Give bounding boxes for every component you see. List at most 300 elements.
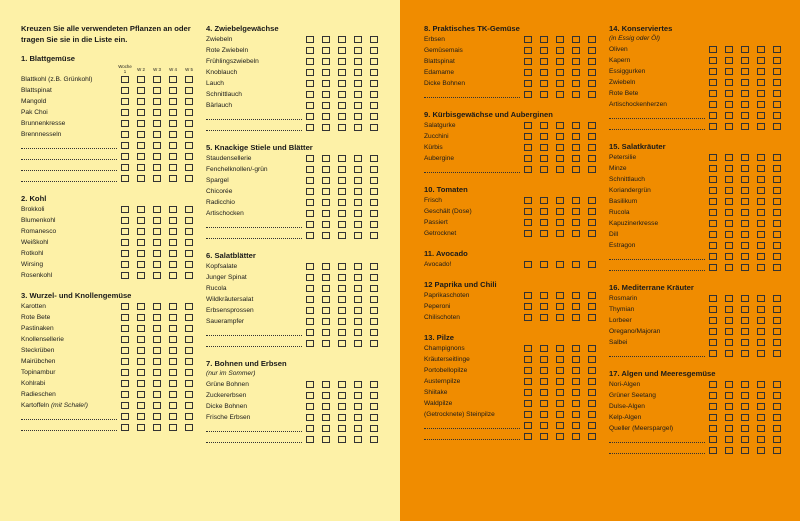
week-checkbox[interactable] (568, 259, 584, 270)
write-in-line[interactable] (206, 340, 302, 347)
week-checkbox[interactable] (520, 142, 536, 153)
week-checkbox[interactable] (552, 312, 568, 323)
week-checkbox[interactable] (149, 378, 165, 389)
week-checkbox[interactable] (302, 34, 318, 45)
week-checkbox[interactable] (769, 304, 785, 315)
week-checkbox[interactable] (350, 316, 366, 327)
week-checkbox[interactable] (318, 434, 334, 445)
week-checkbox[interactable] (302, 305, 318, 316)
week-checkbox[interactable] (568, 89, 584, 100)
week-checkbox[interactable] (302, 45, 318, 56)
week-checkbox[interactable] (133, 204, 149, 215)
week-checkbox[interactable] (117, 74, 133, 85)
week-checkbox[interactable] (133, 151, 149, 162)
week-checkbox[interactable] (769, 293, 785, 304)
week-checkbox[interactable] (318, 390, 334, 401)
week-checkbox[interactable] (769, 77, 785, 88)
week-checkbox[interactable] (318, 153, 334, 164)
week-checkbox[interactable] (181, 367, 197, 378)
week-checkbox[interactable] (769, 163, 785, 174)
week-checkbox[interactable] (705, 185, 721, 196)
week-checkbox[interactable] (520, 67, 536, 78)
week-checkbox[interactable] (520, 206, 536, 217)
week-checkbox[interactable] (149, 215, 165, 226)
week-checkbox[interactable] (769, 315, 785, 326)
week-checkbox[interactable] (350, 208, 366, 219)
week-checkbox[interactable] (705, 293, 721, 304)
week-checkbox[interactable] (753, 315, 769, 326)
week-checkbox[interactable] (705, 196, 721, 207)
week-checkbox[interactable] (721, 66, 737, 77)
week-checkbox[interactable] (536, 387, 552, 398)
week-checkbox[interactable] (721, 390, 737, 401)
week-checkbox[interactable] (149, 301, 165, 312)
week-checkbox[interactable] (165, 96, 181, 107)
week-checkbox[interactable] (769, 326, 785, 337)
week-checkbox[interactable] (721, 315, 737, 326)
week-checkbox[interactable] (334, 219, 350, 230)
week-checkbox[interactable] (149, 118, 165, 129)
week-checkbox[interactable] (584, 365, 600, 376)
week-checkbox[interactable] (705, 207, 721, 218)
week-checkbox[interactable] (705, 401, 721, 412)
week-checkbox[interactable] (705, 229, 721, 240)
week-checkbox[interactable] (737, 348, 753, 359)
week-checkbox[interactable] (769, 99, 785, 110)
week-checkbox[interactable] (149, 248, 165, 259)
week-checkbox[interactable] (721, 121, 737, 132)
week-checkbox[interactable] (334, 283, 350, 294)
week-checkbox[interactable] (366, 78, 382, 89)
week-checkbox[interactable] (302, 423, 318, 434)
week-checkbox[interactable] (753, 207, 769, 218)
week-checkbox[interactable] (584, 343, 600, 354)
week-checkbox[interactable] (584, 290, 600, 301)
week-checkbox[interactable] (350, 197, 366, 208)
week-checkbox[interactable] (721, 152, 737, 163)
write-in-line[interactable] (206, 124, 302, 131)
week-checkbox[interactable] (133, 259, 149, 270)
week-checkbox[interactable] (520, 259, 536, 270)
week-checkbox[interactable] (165, 118, 181, 129)
week-checkbox[interactable] (117, 270, 133, 281)
week-checkbox[interactable] (318, 230, 334, 241)
week-checkbox[interactable] (705, 44, 721, 55)
week-checkbox[interactable] (769, 218, 785, 229)
week-checkbox[interactable] (705, 77, 721, 88)
week-checkbox[interactable] (117, 215, 133, 226)
week-checkbox[interactable] (737, 99, 753, 110)
week-checkbox[interactable] (117, 411, 133, 422)
week-checkbox[interactable] (584, 45, 600, 56)
write-in-line[interactable] (21, 424, 117, 431)
week-checkbox[interactable] (536, 45, 552, 56)
week-checkbox[interactable] (117, 422, 133, 433)
week-checkbox[interactable] (318, 164, 334, 175)
week-checkbox[interactable] (334, 175, 350, 186)
week-checkbox[interactable] (117, 378, 133, 389)
week-checkbox[interactable] (536, 409, 552, 420)
week-checkbox[interactable] (165, 151, 181, 162)
week-checkbox[interactable] (584, 259, 600, 270)
week-checkbox[interactable] (302, 89, 318, 100)
week-checkbox[interactable] (334, 390, 350, 401)
week-checkbox[interactable] (520, 228, 536, 239)
week-checkbox[interactable] (133, 356, 149, 367)
week-checkbox[interactable] (520, 431, 536, 442)
week-checkbox[interactable] (584, 420, 600, 431)
week-checkbox[interactable] (165, 204, 181, 215)
week-checkbox[interactable] (181, 204, 197, 215)
week-checkbox[interactable] (165, 226, 181, 237)
week-checkbox[interactable] (753, 423, 769, 434)
week-checkbox[interactable] (334, 34, 350, 45)
week-checkbox[interactable] (737, 401, 753, 412)
write-in-line[interactable] (424, 422, 520, 429)
week-checkbox[interactable] (133, 85, 149, 96)
week-checkbox[interactable] (366, 208, 382, 219)
week-checkbox[interactable] (769, 251, 785, 262)
week-checkbox[interactable] (302, 272, 318, 283)
week-checkbox[interactable] (165, 162, 181, 173)
week-checkbox[interactable] (318, 305, 334, 316)
week-checkbox[interactable] (753, 348, 769, 359)
week-checkbox[interactable] (536, 420, 552, 431)
week-checkbox[interactable] (350, 283, 366, 294)
week-checkbox[interactable] (302, 175, 318, 186)
week-checkbox[interactable] (181, 259, 197, 270)
week-checkbox[interactable] (721, 218, 737, 229)
week-checkbox[interactable] (165, 173, 181, 184)
week-checkbox[interactable] (584, 164, 600, 175)
week-checkbox[interactable] (334, 111, 350, 122)
week-checkbox[interactable] (133, 312, 149, 323)
week-checkbox[interactable] (366, 434, 382, 445)
week-checkbox[interactable] (366, 100, 382, 111)
week-checkbox[interactable] (552, 376, 568, 387)
week-checkbox[interactable] (133, 173, 149, 184)
week-checkbox[interactable] (737, 229, 753, 240)
write-in-line[interactable] (206, 221, 302, 228)
week-checkbox[interactable] (334, 434, 350, 445)
week-checkbox[interactable] (552, 431, 568, 442)
week-checkbox[interactable] (149, 270, 165, 281)
week-checkbox[interactable] (552, 164, 568, 175)
week-checkbox[interactable] (366, 401, 382, 412)
week-checkbox[interactable] (165, 270, 181, 281)
week-checkbox[interactable] (334, 294, 350, 305)
week-checkbox[interactable] (568, 409, 584, 420)
week-checkbox[interactable] (552, 343, 568, 354)
week-checkbox[interactable] (350, 294, 366, 305)
week-checkbox[interactable] (350, 338, 366, 349)
week-checkbox[interactable] (568, 217, 584, 228)
write-in-line[interactable] (609, 264, 705, 271)
week-checkbox[interactable] (721, 379, 737, 390)
week-checkbox[interactable] (366, 390, 382, 401)
write-in-line[interactable] (21, 142, 117, 149)
week-checkbox[interactable] (705, 315, 721, 326)
week-checkbox[interactable] (334, 67, 350, 78)
week-checkbox[interactable] (350, 186, 366, 197)
week-checkbox[interactable] (318, 67, 334, 78)
week-checkbox[interactable] (117, 367, 133, 378)
write-in-line[interactable] (21, 413, 117, 420)
week-checkbox[interactable] (165, 378, 181, 389)
week-checkbox[interactable] (350, 423, 366, 434)
week-checkbox[interactable] (552, 409, 568, 420)
week-checkbox[interactable] (318, 56, 334, 67)
week-checkbox[interactable] (318, 379, 334, 390)
week-checkbox[interactable] (584, 354, 600, 365)
week-checkbox[interactable] (737, 218, 753, 229)
week-checkbox[interactable] (149, 345, 165, 356)
week-checkbox[interactable] (117, 356, 133, 367)
week-checkbox[interactable] (753, 163, 769, 174)
week-checkbox[interactable] (552, 45, 568, 56)
week-checkbox[interactable] (536, 142, 552, 153)
week-checkbox[interactable] (584, 376, 600, 387)
week-checkbox[interactable] (117, 400, 133, 411)
week-checkbox[interactable] (181, 118, 197, 129)
week-checkbox[interactable] (366, 164, 382, 175)
week-checkbox[interactable] (149, 151, 165, 162)
week-checkbox[interactable] (769, 174, 785, 185)
week-checkbox[interactable] (568, 365, 584, 376)
week-checkbox[interactable] (520, 195, 536, 206)
week-checkbox[interactable] (568, 164, 584, 175)
week-checkbox[interactable] (584, 409, 600, 420)
week-checkbox[interactable] (769, 88, 785, 99)
week-checkbox[interactable] (350, 272, 366, 283)
week-checkbox[interactable] (721, 229, 737, 240)
week-checkbox[interactable] (568, 228, 584, 239)
week-checkbox[interactable] (737, 293, 753, 304)
week-checkbox[interactable] (520, 301, 536, 312)
week-checkbox[interactable] (350, 122, 366, 133)
week-checkbox[interactable] (149, 422, 165, 433)
week-checkbox[interactable] (753, 99, 769, 110)
week-checkbox[interactable] (584, 312, 600, 323)
week-checkbox[interactable] (318, 208, 334, 219)
week-checkbox[interactable] (181, 74, 197, 85)
week-checkbox[interactable] (520, 34, 536, 45)
week-checkbox[interactable] (721, 423, 737, 434)
week-checkbox[interactable] (536, 343, 552, 354)
week-checkbox[interactable] (165, 400, 181, 411)
week-checkbox[interactable] (721, 207, 737, 218)
week-checkbox[interactable] (149, 323, 165, 334)
week-checkbox[interactable] (165, 85, 181, 96)
week-checkbox[interactable] (753, 152, 769, 163)
week-checkbox[interactable] (117, 312, 133, 323)
week-checkbox[interactable] (552, 78, 568, 89)
week-checkbox[interactable] (753, 379, 769, 390)
week-checkbox[interactable] (149, 259, 165, 270)
week-checkbox[interactable] (753, 412, 769, 423)
week-checkbox[interactable] (366, 423, 382, 434)
week-checkbox[interactable] (366, 34, 382, 45)
week-checkbox[interactable] (552, 387, 568, 398)
week-checkbox[interactable] (165, 74, 181, 85)
write-in-line[interactable] (21, 164, 117, 171)
week-checkbox[interactable] (568, 343, 584, 354)
week-checkbox[interactable] (302, 412, 318, 423)
week-checkbox[interactable] (568, 78, 584, 89)
week-checkbox[interactable] (350, 175, 366, 186)
week-checkbox[interactable] (366, 316, 382, 327)
week-checkbox[interactable] (181, 237, 197, 248)
week-checkbox[interactable] (350, 164, 366, 175)
week-checkbox[interactable] (318, 412, 334, 423)
week-checkbox[interactable] (536, 67, 552, 78)
week-checkbox[interactable] (350, 305, 366, 316)
week-checkbox[interactable] (705, 390, 721, 401)
week-checkbox[interactable] (181, 400, 197, 411)
week-checkbox[interactable] (737, 66, 753, 77)
week-checkbox[interactable] (552, 67, 568, 78)
week-checkbox[interactable] (318, 261, 334, 272)
week-checkbox[interactable] (769, 196, 785, 207)
week-checkbox[interactable] (318, 283, 334, 294)
week-checkbox[interactable] (334, 327, 350, 338)
week-checkbox[interactable] (584, 131, 600, 142)
week-checkbox[interactable] (753, 55, 769, 66)
week-checkbox[interactable] (334, 316, 350, 327)
week-checkbox[interactable] (705, 55, 721, 66)
week-checkbox[interactable] (334, 186, 350, 197)
week-checkbox[interactable] (705, 337, 721, 348)
week-checkbox[interactable] (769, 348, 785, 359)
week-checkbox[interactable] (133, 389, 149, 400)
week-checkbox[interactable] (552, 354, 568, 365)
write-in-line[interactable] (206, 113, 302, 120)
week-checkbox[interactable] (334, 423, 350, 434)
week-checkbox[interactable] (753, 44, 769, 55)
week-checkbox[interactable] (302, 100, 318, 111)
week-checkbox[interactable] (117, 151, 133, 162)
week-checkbox[interactable] (753, 434, 769, 445)
week-checkbox[interactable] (536, 56, 552, 67)
week-checkbox[interactable] (737, 262, 753, 273)
week-checkbox[interactable] (117, 259, 133, 270)
week-checkbox[interactable] (366, 412, 382, 423)
week-checkbox[interactable] (334, 261, 350, 272)
week-checkbox[interactable] (149, 204, 165, 215)
write-in-line[interactable] (424, 166, 520, 173)
week-checkbox[interactable] (302, 186, 318, 197)
week-checkbox[interactable] (737, 196, 753, 207)
week-checkbox[interactable] (520, 217, 536, 228)
week-checkbox[interactable] (318, 45, 334, 56)
week-checkbox[interactable] (181, 129, 197, 140)
week-checkbox[interactable] (366, 327, 382, 338)
week-checkbox[interactable] (149, 400, 165, 411)
week-checkbox[interactable] (705, 121, 721, 132)
week-checkbox[interactable] (753, 218, 769, 229)
week-checkbox[interactable] (302, 283, 318, 294)
week-checkbox[interactable] (181, 107, 197, 118)
week-checkbox[interactable] (366, 186, 382, 197)
week-checkbox[interactable] (769, 121, 785, 132)
week-checkbox[interactable] (705, 66, 721, 77)
week-checkbox[interactable] (584, 120, 600, 131)
week-checkbox[interactable] (721, 88, 737, 99)
week-checkbox[interactable] (149, 312, 165, 323)
week-checkbox[interactable] (350, 434, 366, 445)
week-checkbox[interactable] (584, 78, 600, 89)
week-checkbox[interactable] (520, 312, 536, 323)
week-checkbox[interactable] (769, 337, 785, 348)
write-in-line[interactable] (609, 447, 705, 454)
week-checkbox[interactable] (769, 207, 785, 218)
week-checkbox[interactable] (584, 67, 600, 78)
week-checkbox[interactable] (705, 423, 721, 434)
week-checkbox[interactable] (584, 34, 600, 45)
week-checkbox[interactable] (584, 431, 600, 442)
week-checkbox[interactable] (705, 445, 721, 456)
week-checkbox[interactable] (318, 316, 334, 327)
week-checkbox[interactable] (568, 398, 584, 409)
week-checkbox[interactable] (705, 88, 721, 99)
week-checkbox[interactable] (318, 219, 334, 230)
week-checkbox[interactable] (737, 251, 753, 262)
week-checkbox[interactable] (536, 301, 552, 312)
week-checkbox[interactable] (769, 412, 785, 423)
week-checkbox[interactable] (165, 323, 181, 334)
week-checkbox[interactable] (302, 338, 318, 349)
week-checkbox[interactable] (769, 66, 785, 77)
week-checkbox[interactable] (302, 111, 318, 122)
week-checkbox[interactable] (705, 152, 721, 163)
week-checkbox[interactable] (334, 197, 350, 208)
week-checkbox[interactable] (181, 140, 197, 151)
week-checkbox[interactable] (737, 110, 753, 121)
week-checkbox[interactable] (721, 326, 737, 337)
week-checkbox[interactable] (552, 195, 568, 206)
week-checkbox[interactable] (117, 140, 133, 151)
week-checkbox[interactable] (133, 411, 149, 422)
week-checkbox[interactable] (568, 195, 584, 206)
week-checkbox[interactable] (520, 387, 536, 398)
week-checkbox[interactable] (334, 78, 350, 89)
week-checkbox[interactable] (705, 262, 721, 273)
week-checkbox[interactable] (318, 294, 334, 305)
week-checkbox[interactable] (721, 348, 737, 359)
week-checkbox[interactable] (350, 34, 366, 45)
week-checkbox[interactable] (302, 56, 318, 67)
week-checkbox[interactable] (302, 153, 318, 164)
week-checkbox[interactable] (181, 151, 197, 162)
week-checkbox[interactable] (737, 326, 753, 337)
week-checkbox[interactable] (318, 327, 334, 338)
week-checkbox[interactable] (117, 301, 133, 312)
week-checkbox[interactable] (165, 259, 181, 270)
week-checkbox[interactable] (181, 301, 197, 312)
week-checkbox[interactable] (302, 390, 318, 401)
week-checkbox[interactable] (133, 118, 149, 129)
week-checkbox[interactable] (117, 118, 133, 129)
week-checkbox[interactable] (318, 197, 334, 208)
week-checkbox[interactable] (753, 240, 769, 251)
week-checkbox[interactable] (149, 226, 165, 237)
week-checkbox[interactable] (536, 365, 552, 376)
week-checkbox[interactable] (753, 77, 769, 88)
week-checkbox[interactable] (366, 219, 382, 230)
week-checkbox[interactable] (350, 379, 366, 390)
week-checkbox[interactable] (133, 323, 149, 334)
week-checkbox[interactable] (133, 378, 149, 389)
